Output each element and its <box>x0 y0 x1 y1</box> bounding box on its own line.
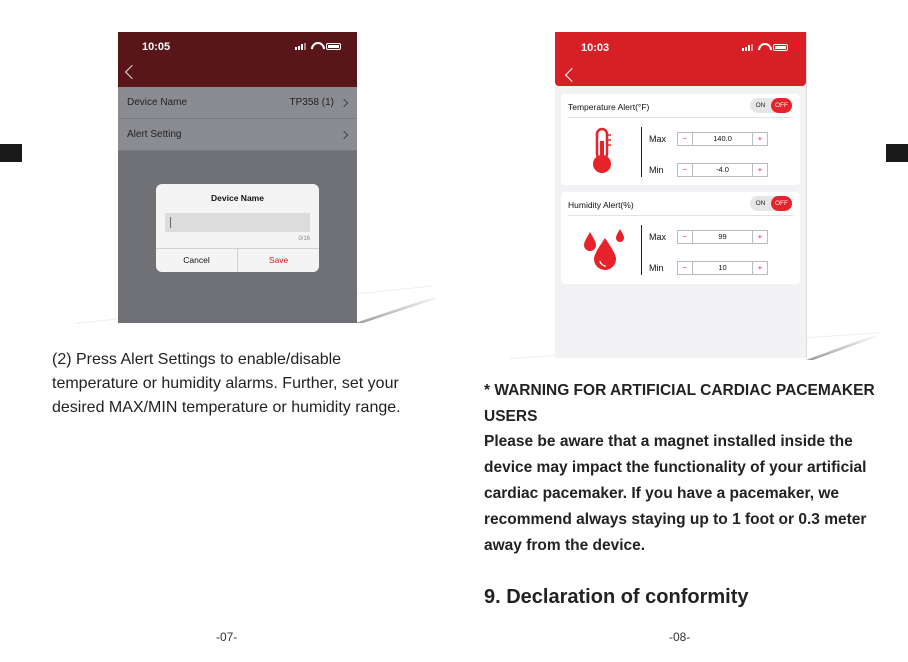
divider-line <box>641 225 642 275</box>
page-number-left: -07- <box>216 630 238 644</box>
humidity-alert-toggle[interactable] <box>750 196 792 211</box>
temp-min-increment-button[interactable]: + <box>752 164 767 176</box>
divider-line <box>641 127 642 177</box>
pacemaker-warning-body <box>484 429 884 559</box>
temp-min-label: Min <box>649 165 664 175</box>
temp-max-stepper[interactable] <box>677 132 768 146</box>
warning-body-line: recommend always staying up to 1 foot or 0.3 meter <box>484 511 867 528</box>
temperature-alert-toggle[interactable] <box>750 98 792 113</box>
battery-icon <box>773 44 788 51</box>
pacemaker-warning-title <box>484 378 884 430</box>
phone-screenshot-alert-setting <box>555 32 807 358</box>
device-name-label: Device Name <box>127 97 188 108</box>
status-time: 10:05 <box>142 41 171 53</box>
device-name-value: TP358 (1) <box>289 97 334 108</box>
character-counter: 0/16 <box>298 236 310 242</box>
humidity-max-value[interactable]: 99 <box>718 232 727 241</box>
instruction-line: temperature or humidity alarms. Further, set your <box>52 375 399 392</box>
chevron-right-icon <box>340 99 348 107</box>
section-heading: 9. Declaration of conformity <box>484 586 749 608</box>
humidity-alert-card <box>561 192 800 284</box>
alert-setting-label: Alert Setting <box>127 129 182 140</box>
temp-min-value[interactable]: -4.0 <box>716 165 729 174</box>
device-name-input[interactable] <box>165 213 310 232</box>
status-time: 10:03 <box>581 42 610 54</box>
temp-min-stepper[interactable] <box>677 163 768 177</box>
signal-icon <box>742 44 753 51</box>
battery-icon <box>326 43 341 50</box>
alert-settings-instruction <box>52 348 422 420</box>
header-bar <box>555 32 806 86</box>
humidity-min-stepper[interactable] <box>677 261 768 275</box>
status-icons <box>295 42 341 50</box>
water-drops-icon <box>581 228 631 274</box>
humidity-min-label: Min <box>649 263 664 273</box>
signal-icon <box>295 43 306 50</box>
phone-shadow-right <box>806 334 876 360</box>
save-button[interactable]: Save <box>268 255 289 265</box>
instruction-line: (2) Press Alert Settings to enable/disable <box>52 351 342 368</box>
humidity-min-decrement-button[interactable]: − <box>678 262 693 274</box>
temperature-alert-card <box>561 94 800 185</box>
device-name-dialog <box>156 184 319 272</box>
thermometer-icon <box>588 127 616 175</box>
warning-body-line: device may impact the functionality of your artificial <box>484 459 867 476</box>
temp-max-increment-button[interactable]: + <box>752 133 767 145</box>
humidity-max-decrement-button[interactable]: − <box>678 231 693 243</box>
warning-title-line: * WARNING FOR ARTIFICIAL CARDIAC PACEMAKER <box>484 382 875 399</box>
toggle-off-label: OFF <box>771 196 792 211</box>
toggle-on-label: ON <box>755 102 766 109</box>
humidity-max-label: Max <box>649 232 667 242</box>
alert-setting-row[interactable] <box>118 119 357 151</box>
toggle-off-label: OFF <box>771 98 792 113</box>
temp-max-value[interactable]: 140.0 <box>713 134 732 143</box>
device-name-row[interactable] <box>118 87 357 119</box>
warning-title-line: USERS <box>484 408 538 425</box>
dialog-buttons <box>156 248 319 272</box>
card-divider <box>568 215 793 216</box>
temp-max-label: Max <box>649 134 667 144</box>
warning-body-line: cardiac pacemaker. If you have a pacemaker, we <box>484 485 839 502</box>
dialog-title: Device Name <box>211 193 264 203</box>
status-bar <box>118 32 357 63</box>
cancel-button[interactable]: Cancel <box>156 249 238 272</box>
wifi-icon <box>311 42 321 50</box>
back-chevron-icon[interactable] <box>565 68 579 82</box>
humidity-max-increment-button[interactable]: + <box>752 231 767 243</box>
warning-body-line: Please be aware that a magnet installed inside the <box>484 433 853 450</box>
nav-bar <box>118 63 357 87</box>
humidity-min-increment-button[interactable]: + <box>752 262 767 274</box>
humidity-alert-title: Humidity Alert(%) <box>568 200 634 210</box>
temperature-alert-title: Temperature Alert(°F) <box>568 102 650 112</box>
toggle-on-label: ON <box>755 200 766 207</box>
instruction-line: desired MAX/MIN temperature or humidity range. <box>52 399 401 416</box>
page-tab-marker-right <box>886 144 908 162</box>
card-divider <box>568 117 793 118</box>
back-chevron-icon[interactable] <box>125 65 139 79</box>
phone-shadow-left <box>355 296 435 323</box>
temp-min-decrement-button[interactable]: − <box>678 164 693 176</box>
humidity-max-stepper[interactable] <box>677 230 768 244</box>
status-icons <box>742 43 788 51</box>
page-number-right: -08- <box>669 630 691 644</box>
wifi-icon <box>758 43 768 51</box>
chevron-right-icon <box>340 131 348 139</box>
warning-body-line: away from the device. <box>484 537 646 554</box>
humidity-min-value[interactable]: 10 <box>718 263 727 272</box>
phone-screenshot-device-name <box>118 32 357 323</box>
page-tab-marker-left <box>0 144 22 162</box>
temp-max-decrement-button[interactable]: − <box>678 133 693 145</box>
